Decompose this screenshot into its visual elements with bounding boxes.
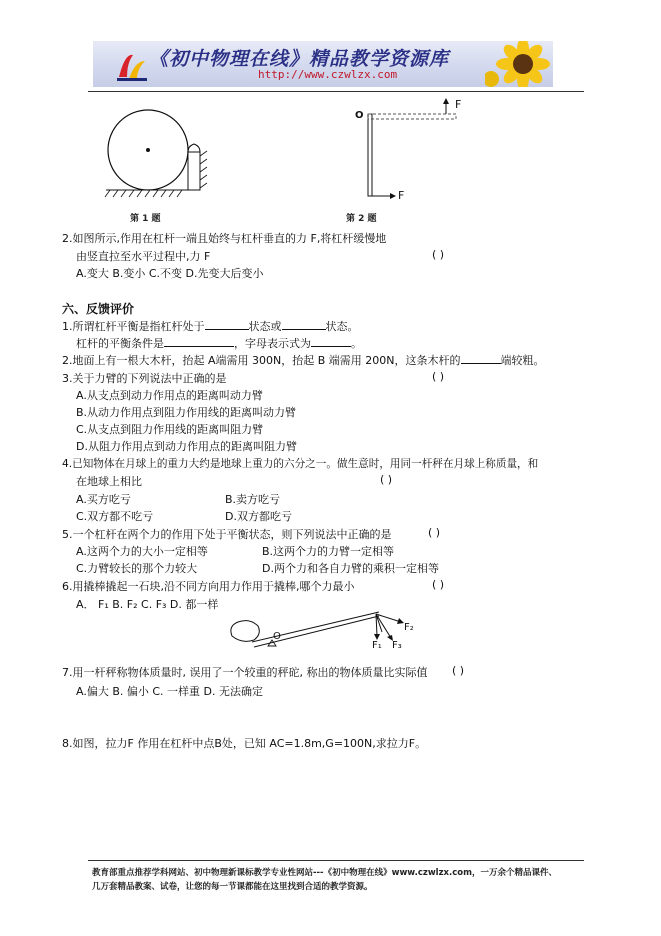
q2-text: 2.地面上有一根大木杆，抬起 A端需用 300N，抬起 B 端需用 200N，这条木杆的 端较粗。 bbox=[62, 354, 545, 367]
q3-option-c: C.从支点到阻力作用线的距离叫阻力臂 bbox=[76, 423, 264, 436]
q-prev2-answer-paren: ( ) bbox=[432, 248, 445, 261]
header-url: http://www.czwlzx.com bbox=[258, 68, 398, 81]
q4-answer-paren: ( ) bbox=[380, 473, 393, 486]
q3-option-d: D.从阻力作用点到动力作用点的距离叫阻力臂 bbox=[76, 440, 297, 453]
q2-blank[interactable] bbox=[461, 353, 501, 364]
q6-answer-paren: ( ) bbox=[432, 578, 445, 591]
header-banner bbox=[93, 41, 553, 87]
figure-2-caption: 第 2 题 bbox=[346, 214, 377, 224]
q4-text-line1: 4.已知物体在月球上的重力大约是地球上重力的六分之一。做生意时，用同一杆秤在月球上称质量，和 bbox=[62, 458, 539, 470]
footer-text bbox=[92, 866, 592, 894]
q-prev2-options: A.变大 B.变小 C.不变 D.先变大后变小 bbox=[76, 267, 264, 280]
logo-icon bbox=[115, 47, 149, 83]
q4-option-c: C.双方都不吃亏 bbox=[76, 510, 154, 523]
figure-2-force-top-label: F bbox=[455, 98, 462, 111]
crowbar-f3-label: F₃ bbox=[392, 640, 402, 651]
header-divider bbox=[88, 91, 584, 92]
q6-options: A． F₁ B. F₂ C. F₃ D. 都一样 bbox=[76, 598, 219, 611]
q1-blank-2[interactable] bbox=[282, 319, 326, 330]
q3-text: 3.关于力臂的下列说法中正确的是 bbox=[62, 372, 227, 385]
crowbar-f1-label: F₁ bbox=[372, 640, 382, 651]
q7-text: 7.用一杆秤称物体质量时, 误用了一个较重的秤砣, 称出的物体质量比实际值 bbox=[62, 666, 428, 679]
figure-2-lever bbox=[348, 96, 468, 206]
footer-divider bbox=[88, 860, 584, 861]
crowbar-pivot-label: O bbox=[273, 631, 281, 642]
footer-line-2: 几万套精品教案、试卷，让您的每一节课都能在这里找到合适的教学资源。 bbox=[92, 882, 373, 892]
figure-2-pivot-label: O bbox=[355, 110, 364, 121]
header-title: 《初中物理在线》精品教学资源库 bbox=[149, 48, 450, 70]
q-prev2-text-line2: 由竖直拉至水平过程中,力 F bbox=[76, 250, 211, 263]
figure-1-caption: 第 1 题 bbox=[130, 214, 161, 224]
q7-answer-paren: ( ) bbox=[452, 664, 465, 677]
q4-option-b: B.卖方吃亏 bbox=[225, 493, 281, 506]
q3-option-a: A.从支点到动力作用点的距离叫动力臂 bbox=[76, 389, 263, 402]
q3-option-b: B.从动力作用点到阻力作用线的距离叫动力臂 bbox=[76, 406, 297, 419]
q5-option-b: B.这两个力的力臂一定相等 bbox=[262, 545, 395, 558]
q8-text: 8.如图，拉力F 作用在杠杆中点B处，已知 AC=1.8m,G=100N,求拉力F。 bbox=[62, 737, 427, 750]
q1-line1: 1.所谓杠杆平衡是指杠杆处于 状态或 状态。 bbox=[62, 320, 359, 333]
figure-1-wheel bbox=[104, 104, 214, 200]
sunflower-icon bbox=[485, 41, 553, 87]
q1-blank-1[interactable] bbox=[205, 319, 249, 330]
q1-blank-4[interactable] bbox=[311, 336, 351, 347]
q5-option-c: C.力臂较长的那个力较大 bbox=[76, 562, 198, 575]
q-prev2-text-line1: 2.如图所示,作用在杠杆一端且始终与杠杆垂直的力 F,将杠杆缓慢地 bbox=[62, 232, 387, 245]
q6-text: 6.用撬棒撬起一石块,沿不同方向用力作用于撬棒,哪个力最小 bbox=[62, 580, 355, 593]
footer-line-1: 教育部重点推荐学科网站、初中物理新课标教学专业性网站---《初中物理在线》www.czwlzx.com，一万余个精品课件、 bbox=[92, 868, 557, 878]
figure-2-force-bottom-label: F bbox=[398, 189, 405, 202]
figure-crowbar bbox=[224, 608, 424, 666]
section-title: 六、反馈评价 bbox=[62, 302, 135, 316]
q1-line2: 杠杆的平衡条件是 ，字母表示式为 。 bbox=[76, 337, 362, 350]
q5-option-d: D.两个力和各自力臂的乘积一定相等 bbox=[262, 562, 439, 575]
q5-option-a: A.这两个力的大小一定相等 bbox=[76, 545, 208, 558]
q7-options: A.偏大 B. 偏小 C. 一样重 D. 无法确定 bbox=[76, 685, 263, 698]
q4-option-a: A.买方吃亏 bbox=[76, 493, 131, 506]
q4-option-d: D.双方都吃亏 bbox=[225, 510, 292, 523]
q5-answer-paren: ( ) bbox=[428, 526, 441, 539]
crowbar-f2-label: F₂ bbox=[404, 622, 414, 633]
q1-blank-3[interactable] bbox=[164, 336, 234, 347]
q3-answer-paren: ( ) bbox=[432, 370, 445, 383]
q4-text-line2: 在地球上相比 bbox=[76, 475, 142, 488]
q5-text: 5.一个杠杆在两个力的作用下处于平衡状态，则下列说法中正确的是 bbox=[62, 528, 392, 541]
